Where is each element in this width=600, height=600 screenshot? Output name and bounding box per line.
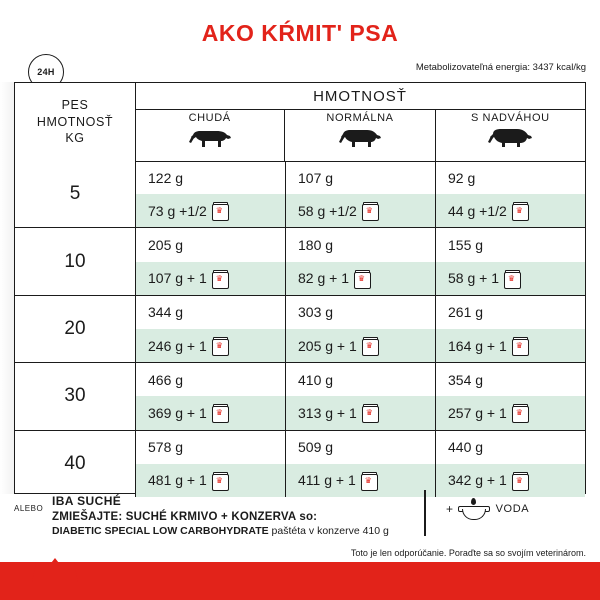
value-column-overweight — [435, 228, 585, 294]
weight-cell: 30 — [15, 363, 136, 429]
can-icon: ♛ — [354, 270, 369, 287]
mix-amount-cell — [286, 464, 435, 497]
value-column-lean — [136, 431, 285, 497]
can-icon: ♛ — [361, 472, 376, 489]
mix-amount: 58 g + 1 — [448, 270, 499, 287]
mix-amount-cell — [136, 262, 285, 295]
page-spine-shading — [0, 82, 14, 494]
mix-detail-product: DIABETIC SPECIAL LOW CARBOHYDRATE — [52, 525, 269, 537]
value-column-normal — [285, 228, 435, 294]
dry-amount: 303 g — [298, 304, 334, 321]
table-row — [15, 296, 585, 363]
mix-amount: 73 g +1/2 — [148, 202, 207, 219]
mix-amount: 205 g + 1 — [298, 337, 357, 354]
mix-amount-cell — [436, 329, 585, 362]
row-header-line-3: KG — [65, 131, 85, 146]
feeding-table — [14, 82, 586, 494]
mix-amount: 313 g + 1 — [298, 404, 357, 421]
can-icon: ♛ — [212, 202, 227, 219]
metabolizable-energy-text: Metabolizovateľná energia: 3437 kcal/kg — [415, 62, 586, 73]
value-column-lean — [136, 296, 285, 362]
dry-amount: 155 g — [448, 236, 484, 253]
can-icon: ♛ — [512, 202, 527, 219]
value-column-normal — [285, 363, 435, 429]
weight-cell: 40 — [15, 431, 136, 497]
dry-amount: 122 g — [148, 169, 184, 186]
mix-amount: 44 g +1/2 — [448, 202, 507, 219]
dry-amount: 205 g — [148, 236, 184, 253]
footer-instructions — [14, 494, 586, 544]
alebo-label: ALEBO — [14, 504, 44, 513]
mix-detail-label — [52, 525, 389, 537]
feeding-table-body — [15, 161, 585, 493]
dry-amount: 261 g — [448, 304, 484, 321]
disclaimer-text: Toto je len odporúčanie. Poraďte sa so svojím veterinárom. — [350, 548, 586, 558]
mix-amount-cell — [136, 194, 285, 227]
column-header-normal — [284, 109, 434, 161]
mix-amount-cell — [286, 396, 435, 429]
table-row — [15, 228, 585, 295]
value-column-normal — [285, 431, 435, 497]
water-label: VODA — [495, 503, 530, 515]
can-icon: ♛ — [512, 404, 527, 421]
mix-amount-cell — [136, 329, 285, 362]
column-label-overweight: S NADVÁHOU — [470, 112, 550, 124]
dry-amount: 180 g — [298, 236, 334, 253]
can-icon: ♛ — [362, 202, 377, 219]
mix-amount-cell — [436, 194, 585, 227]
mix-amount: 107 g + 1 — [148, 270, 207, 287]
mix-amount-cell — [286, 329, 435, 362]
mix-amount-cell — [136, 396, 285, 429]
mix-amount: 481 g + 1 — [148, 472, 207, 489]
value-column-normal — [285, 296, 435, 362]
brand-footer-band — [0, 562, 600, 600]
dry-amount: 107 g — [298, 169, 334, 186]
dry-amount: 578 g — [148, 439, 184, 456]
value-column-lean — [136, 228, 285, 294]
water-recommendation — [446, 498, 529, 520]
row-header-line-1: PES — [61, 97, 89, 112]
mix-amount: 342 g + 1 — [448, 472, 507, 489]
condition-columns-header — [135, 109, 585, 162]
value-column-overweight — [435, 431, 585, 497]
mix-amount: 82 g + 1 — [298, 270, 349, 287]
can-icon: ♛ — [362, 337, 377, 354]
dry-amount: 509 g — [298, 439, 334, 456]
value-column-overweight — [435, 161, 585, 227]
column-label-lean: CHUDÁ — [188, 112, 231, 124]
dry-amount: 344 g — [148, 304, 184, 321]
table-row — [15, 363, 585, 430]
table-row — [15, 161, 585, 228]
weight-cell: 5 — [15, 161, 136, 227]
can-icon: ♛ — [362, 404, 377, 421]
mix-title-label: ZMIEŠAJTE: SUCHÉ KRMIVO + KONZERVA so: — [52, 511, 318, 523]
dog-overweight-icon — [487, 126, 533, 155]
mix-amount: 369 g + 1 — [148, 404, 207, 421]
mix-amount: 58 g +1/2 — [298, 202, 357, 219]
can-icon: ♛ — [504, 270, 519, 287]
can-icon: ♛ — [212, 337, 227, 354]
dry-amount: 410 g — [298, 371, 334, 388]
value-column-lean — [136, 161, 285, 227]
mix-amount-cell — [136, 464, 285, 497]
dry-amount: 440 g — [448, 439, 484, 456]
mix-amount-cell — [436, 396, 585, 429]
mix-amount-cell — [436, 262, 585, 295]
page-title: AKO KŔMIT' PSA — [201, 20, 399, 46]
weight-cell: 10 — [15, 228, 136, 294]
value-column-lean — [136, 363, 285, 429]
can-icon: ♛ — [212, 270, 227, 287]
column-label-normal: NORMÁLNA — [326, 112, 394, 124]
mix-amount: 246 g + 1 — [148, 337, 207, 354]
mix-amount: 164 g + 1 — [448, 337, 507, 354]
can-icon: ♛ — [212, 472, 227, 489]
mix-detail-rest: paštéta v konzerve 410 g — [268, 525, 389, 537]
dog-thin-icon — [187, 126, 233, 155]
can-icon: ♛ — [512, 337, 527, 354]
value-column-overweight — [435, 363, 585, 429]
column-header-lean — [135, 109, 284, 161]
weight-header: HMOTNOSŤ — [135, 83, 585, 110]
royal-canin-crown-logo — [28, 554, 82, 596]
24h-badge-label: 24H — [37, 67, 55, 77]
mix-amount-cell — [286, 194, 435, 227]
weight-cell: 20 — [15, 296, 136, 362]
mix-amount: 411 g + 1 — [298, 472, 356, 489]
dry-amount: 92 g — [448, 169, 476, 186]
water-bowl-icon — [458, 498, 488, 520]
row-header-cell — [15, 83, 136, 161]
dry-amount: 466 g — [148, 371, 184, 388]
plus-sign: + — [446, 502, 454, 516]
table-row — [15, 431, 585, 497]
mix-amount-cell — [286, 262, 435, 295]
mix-amount-cell — [436, 464, 585, 497]
dry-amount: 354 g — [448, 371, 484, 388]
can-icon: ♛ — [512, 472, 527, 489]
can-icon: ♛ — [212, 404, 227, 421]
value-column-overweight — [435, 296, 585, 362]
value-column-normal — [285, 161, 435, 227]
footer-divider — [424, 490, 426, 536]
row-header-line-2: HMOTNOSŤ — [36, 114, 114, 129]
mix-amount: 257 g + 1 — [448, 404, 507, 421]
dry-only-label: IBA SUCHÉ — [52, 494, 122, 508]
column-header-overweight — [435, 109, 585, 161]
dog-normal-icon — [337, 126, 383, 155]
